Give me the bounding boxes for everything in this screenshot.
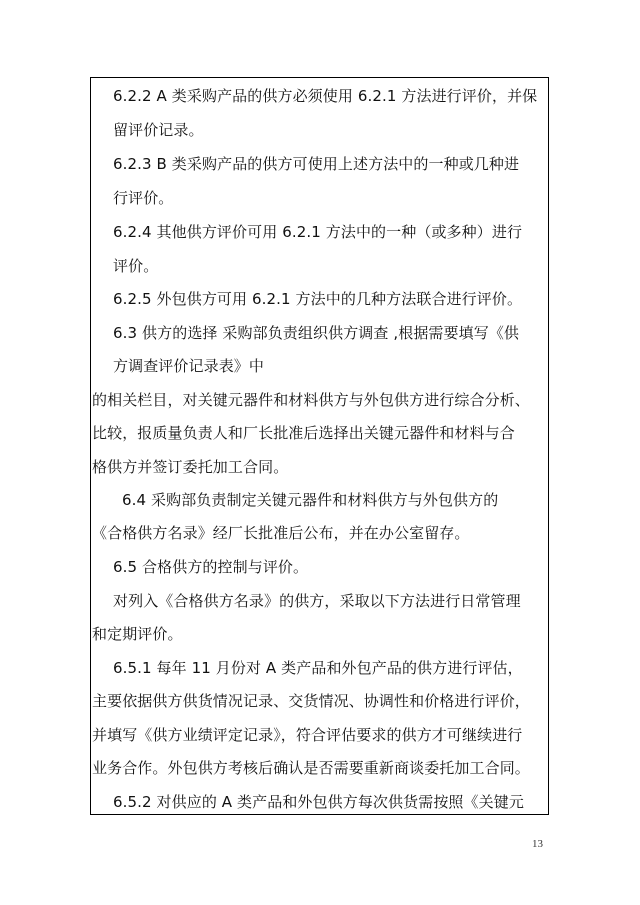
text-line-13: 6.4 采购部负责制定关键元器件和材料供方与外包供方的 — [122, 491, 499, 509]
text-line-7: 6.2.5 外包供方可用 6.2.1 方法中的几种方法联合进行评价。 — [113, 290, 523, 308]
text-line-18: 6.5.1 每年 11 月份对 A 类产品和外包产品的供方进行评估， — [113, 659, 523, 677]
text-line-14: 《合格供方名录》经厂长批准后公布，并在办公室留存。 — [92, 524, 470, 542]
text-line-10: 的相关栏目，对关键元器件和材料供方与外包供方进行综合分析、 — [92, 391, 530, 409]
text-line-17: 和定期评价。 — [92, 625, 183, 643]
text-line-3: 6.2.3 B 类采购产品的供方可使用上述方法中的一种或几种进 — [113, 155, 520, 173]
page-number: 13 — [532, 838, 543, 850]
text-line-15: 6.5 合格供方的控制与评价。 — [113, 558, 309, 576]
text-line-5: 6.2.4 其他供方评价可用 6.2.1 方法中的一种（或多种）进行 — [113, 223, 523, 241]
text-line-16: 对列入《合格供方名录》的供方，采取以下方法进行日常管理 — [113, 592, 521, 610]
text-line-4: 行评价。 — [113, 189, 174, 207]
text-line-21: 业务合作。外包供方考核后确认是否需要重新商谈委托加工合同。 — [92, 759, 530, 777]
text-line-2: 留评价记录。 — [113, 121, 204, 139]
text-line-8: 6.3 供方的选择 采购部负责组织供方调查 ,根据需要填写《供 — [113, 324, 520, 342]
text-line-12: 格供方并签订委托加工合同。 — [92, 458, 289, 476]
text-line-11: 比较，报质量负责人和厂长批准后选择出关键元器件和材料与合 — [92, 424, 515, 442]
text-line-1: 6.2.2 A 类采购产品的供方必须使用 6.2.1 方法进行评价，并保 — [113, 87, 538, 105]
text-line-6: 评价。 — [113, 257, 159, 275]
text-line-20: 并填写《供方业绩评定记录》，符合评估要求的供方才可继续进行 — [92, 726, 523, 744]
text-line-22: 6.5.2 对供应的 A 类产品和外包供方每次供货需按照《关键元 — [113, 793, 524, 811]
text-line-9: 方调查评价记录表》中 — [113, 357, 265, 375]
text-line-19: 主要依据供方供货情况记录、交货情况、协调性和价格进行评价， — [92, 692, 530, 710]
